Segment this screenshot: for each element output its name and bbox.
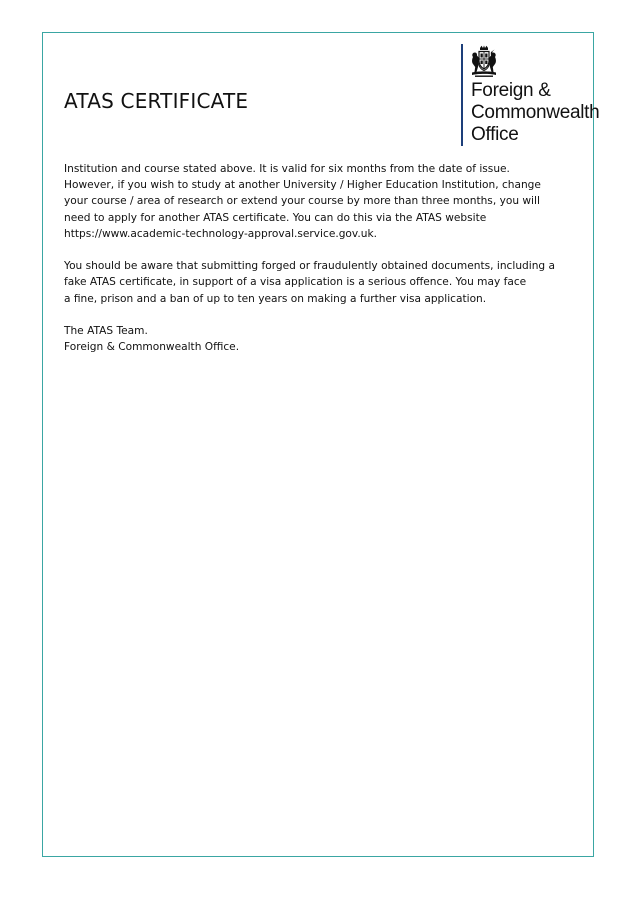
- paragraph-line: You should be aware that submitting forged or fraudulently obtained documents, including a: [64, 260, 555, 273]
- certificate-body: [64, 161, 555, 372]
- warning-paragraph: [64, 258, 555, 307]
- paragraph-line: your course / area of research or extend your course by more than three months, you will: [64, 195, 540, 208]
- paragraph-line: Institution and course stated above. It is valid for six months from the date of issue.: [64, 163, 510, 175]
- signatory-office: Foreign & Commonwealth Office.: [64, 341, 240, 354]
- atas-website-line: https://www.academic-technology-approval.service.gov.uk.: [64, 227, 377, 240]
- paragraph-line: need to apply for another ATAS certificate. You can do this via the ATAS website: [64, 211, 487, 224]
- logo-line-3: Office: [471, 124, 519, 145]
- signatory-team: The ATAS Team.: [64, 325, 148, 337]
- page-border: [42, 32, 594, 857]
- validity-paragraph: [64, 161, 541, 242]
- paragraph-line: fake ATAS certificate, in support of a visa application is a serious offence. You may face: [64, 276, 527, 289]
- signature-block: [64, 323, 534, 355]
- royal-coat-of-arms-icon: [470, 45, 498, 77]
- logo-line-2: Commonwealth: [471, 102, 600, 123]
- fco-logo: [461, 44, 600, 148]
- logo-wordmark: [471, 80, 599, 146]
- paragraph-line: However, if you wish to study at another University / Higher Education Institution, change: [64, 179, 541, 192]
- logo-line-1: Foreign &: [471, 80, 551, 101]
- paragraph-line: a fine, prison and a ban of up to ten years on making a further visa application.: [64, 292, 487, 305]
- certificate-title: ATAS CERTIFICATE: [64, 89, 249, 113]
- logo-divider-rule: [461, 44, 463, 146]
